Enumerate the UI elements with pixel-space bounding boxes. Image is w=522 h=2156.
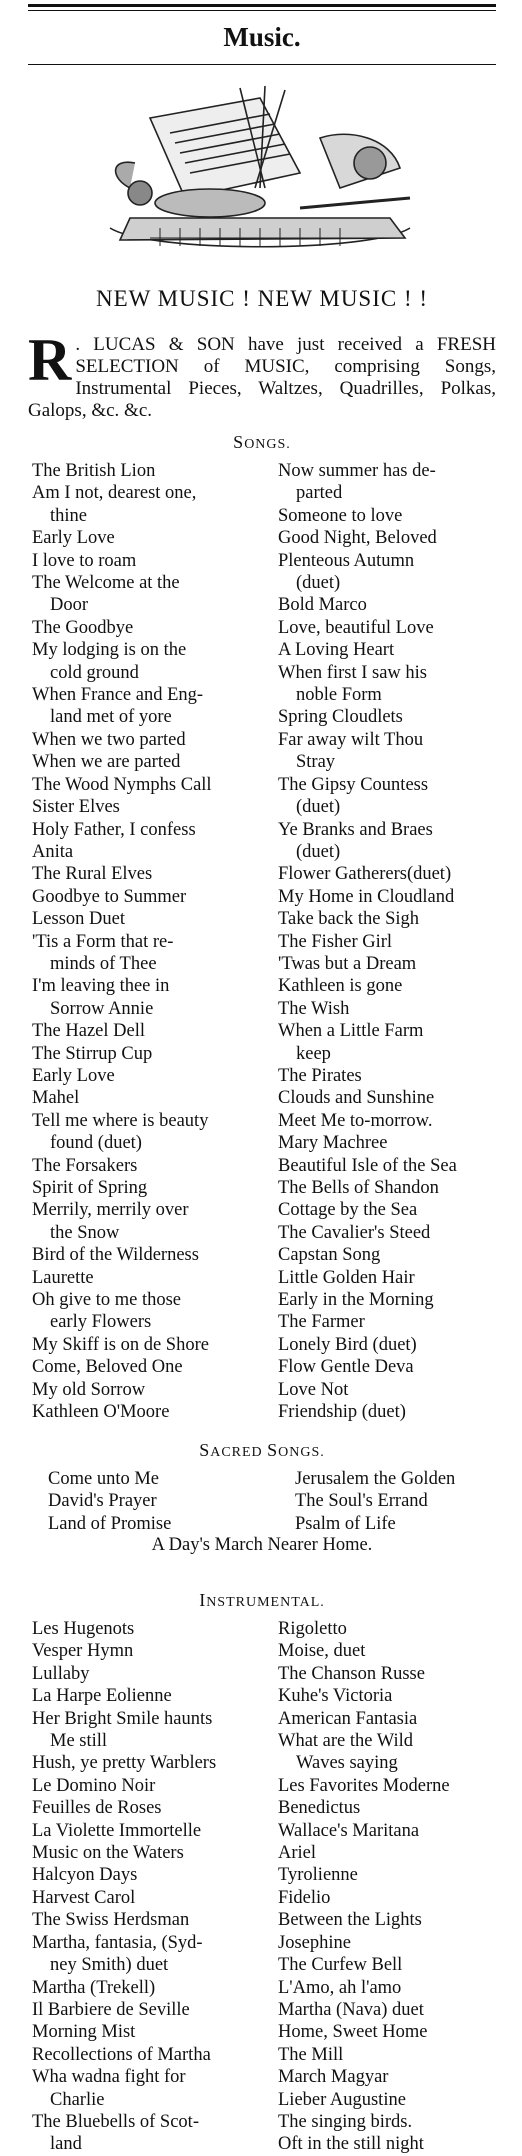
list-item: The Swiss Herdsman: [32, 1910, 190, 1931]
list-item: Land of Promise: [48, 1513, 172, 1534]
list-item: The Cavalier's Steed: [278, 1222, 431, 1243]
list-item: Home, Sweet Home: [278, 2022, 428, 2043]
banner-new-music: NEW MUSIC ! NEW MUSIC ! !: [95, 286, 429, 311]
list-item: Sorrow Annie: [50, 998, 154, 1019]
sacred-final-line: A Day's March Nearer Home.: [151, 1535, 373, 1555]
list-item: Le Domino Noir: [32, 1775, 156, 1796]
list-item: Come, Beloved One: [32, 1357, 183, 1378]
list-item: Flower Gatherers(duet): [278, 864, 452, 885]
list-item: noble Form: [296, 685, 382, 706]
list-item: Capstan Song: [278, 1245, 381, 1266]
list-item: Clouds and Sunshine: [278, 1088, 435, 1109]
list-item: Moise, duet: [278, 1641, 366, 1662]
list-item: Lesson Duet: [32, 909, 125, 930]
list-item: Benedictus: [278, 1798, 361, 1819]
list-item: Meet Me to-morrow.: [278, 1110, 433, 1131]
list-item: My lodging is on the: [32, 640, 187, 661]
sacred-songs-title: SACRED SONGS.: [199, 1440, 325, 1460]
list-item: Kathleen O'Moore: [32, 1402, 170, 1423]
instrumental-right-column: [278, 1618, 508, 2156]
list-item: The Farmer: [278, 1312, 365, 1333]
list-item: Plenteous Autumn: [278, 550, 415, 571]
songs-title: SONGS.: [233, 432, 291, 452]
list-item: Ye Branks and Braes: [278, 819, 433, 840]
list-item: Between the Lights: [278, 1910, 422, 1931]
drop-cap: R: [28, 327, 72, 393]
list-item: Music on the Waters: [32, 1843, 184, 1864]
list-item: Il Barbiere de Seville: [32, 1999, 190, 2020]
list-item: Take back the Sigh: [278, 909, 420, 930]
list-item: Bird of the Wilderness: [32, 1245, 199, 1266]
list-item: The Mill: [278, 2044, 344, 2065]
list-item: Her Bright Smile haunts: [32, 1708, 213, 1729]
list-item: Wallace's Maritana: [278, 1820, 420, 1841]
list-item: Anita: [32, 841, 74, 862]
list-item: Beautiful Isle of the Sea: [278, 1155, 457, 1176]
list-item: L'Amo, ah l'amo: [278, 1977, 402, 1998]
songs-right-column: [278, 460, 508, 1423]
list-item: Early Love: [32, 1065, 115, 1086]
list-item: The Forsakers: [32, 1155, 138, 1176]
list-item: Recollections of Martha: [32, 2044, 211, 2065]
list-item: The Welcome at the: [32, 573, 180, 594]
sacred-right-column: [295, 1468, 522, 1535]
list-item: 'Twas but a Dream: [278, 953, 417, 974]
list-item: Bold Marco: [278, 595, 367, 616]
list-item: Lonely Bird (duet): [278, 1334, 417, 1355]
list-item: Early in the Morning: [278, 1290, 434, 1311]
list-item: Martha, fantasia, (Syd-: [32, 1932, 203, 1953]
list-item: Far away wilt Thou: [278, 729, 424, 750]
list-item: When France and Eng-: [32, 685, 204, 706]
list-item: land: [50, 2134, 82, 2155]
list-item: Charlie: [50, 2089, 105, 2110]
list-item: Martha (Nava) duet: [278, 1999, 424, 2020]
list-item: Oh give to me those: [32, 1290, 182, 1311]
intro-paragraph: [28, 327, 496, 422]
list-item: land met of yore: [50, 707, 172, 728]
list-item: The Curfew Bell: [278, 1955, 403, 1976]
list-item: The Wood Nymphs Call: [32, 774, 212, 795]
list-item: The Pirates: [278, 1065, 362, 1086]
list-item: Good Night, Beloved: [278, 528, 437, 549]
section-heading: Music.: [223, 22, 301, 52]
list-item: keep: [296, 1043, 331, 1064]
list-item: La Harpe Eolienne: [32, 1686, 172, 1707]
list-item: Fidelio: [278, 1887, 331, 1908]
list-item: Psalm of Life: [295, 1513, 396, 1534]
list-item: Cottage by the Sea: [278, 1200, 418, 1221]
list-item: Ariel: [278, 1843, 317, 1864]
list-item: Stray: [296, 752, 336, 773]
list-item: My old Sorrow: [32, 1379, 146, 1400]
list-item: Sister Elves: [32, 797, 120, 818]
list-item: parted: [296, 483, 343, 504]
list-item: Laurette: [32, 1267, 94, 1288]
list-item: 'Tis a Form that re-: [32, 931, 174, 952]
list-item: The Bells of Shandon: [278, 1178, 439, 1198]
list-item: When we are parted: [32, 752, 181, 773]
list-item: Kuhe's Victoria: [278, 1686, 393, 1707]
list-item: Morning Mist: [32, 2022, 136, 2043]
list-item: What are the Wild: [278, 1731, 414, 1752]
newspaper-column: [20, 0, 504, 2155]
list-item: Merrily, merrily over: [32, 1200, 189, 1221]
list-item: The Rural Elves: [32, 864, 153, 885]
sacred-left-column: [48, 1468, 288, 1535]
heading-rule: [28, 64, 496, 65]
list-item: (duet): [296, 797, 341, 818]
list-item: Early Love: [32, 528, 115, 549]
list-item: Martha (Trekell): [32, 1977, 156, 1998]
list-item: The Soul's Errand: [295, 1491, 428, 1512]
list-item: Lullaby: [32, 1663, 90, 1684]
list-item: Lieber Augustine: [278, 2089, 406, 2110]
list-item: Mahel: [32, 1088, 80, 1109]
list-item: Les Favorites Moderne: [278, 1775, 450, 1796]
list-item: Mary Machree: [278, 1133, 388, 1154]
list-item: Jerusalem the Golden: [295, 1469, 456, 1489]
list-item: The Wish: [278, 998, 350, 1019]
top-rule-thin: [28, 10, 496, 11]
list-item: Halcyon Days: [32, 1865, 138, 1886]
list-item: Flow Gentle Deva: [278, 1357, 414, 1378]
list-item: Me still: [50, 1731, 108, 1752]
list-item: cold ground: [50, 662, 139, 683]
list-item: Rigoletto: [278, 1619, 347, 1639]
list-item: Oft in the still night: [278, 2134, 424, 2155]
intro-text: . LUCAS & SON have just received a FRESH SELECTION of MUSIC, comprising Songs, Instrumental Pieces, Waltzes, Quadrilles, Polkas, Galops, &c. &c.: [28, 334, 496, 421]
list-item: My Skiff is on de Shore: [32, 1334, 209, 1355]
list-item: Come unto Me: [48, 1469, 159, 1489]
list-item: Spring Cloudlets: [278, 707, 403, 728]
list-item: Feuilles de Roses: [32, 1798, 162, 1819]
list-item: I'm leaving thee in: [32, 976, 170, 997]
list-item: Goodbye to Summer: [32, 886, 187, 907]
top-rule: [28, 4, 496, 7]
list-item: When we two parted: [32, 729, 186, 750]
list-item: The Goodbye: [32, 617, 134, 638]
songs-left-column: [32, 460, 272, 1423]
list-item: Les Hugenots: [32, 1619, 135, 1639]
list-item: the Snow: [50, 1222, 120, 1243]
list-item: My Home in Cloudland: [278, 886, 455, 907]
list-item: Vesper Hymn: [32, 1641, 134, 1662]
list-item: The Chanson Russe: [278, 1663, 425, 1684]
list-item: Am I not, dearest one,: [32, 483, 197, 504]
list-item: thine: [50, 505, 87, 526]
list-item: Love, beautiful Love: [278, 617, 434, 638]
list-item: A Loving Heart: [278, 640, 395, 661]
musical-instruments-illustration: [90, 78, 430, 266]
list-item: found (duet): [50, 1133, 142, 1154]
list-item: Tyrolienne: [278, 1865, 358, 1886]
instrumental-left-column: [32, 1618, 272, 2156]
list-item: (duet): [296, 573, 341, 594]
list-item: March Magyar: [278, 2067, 389, 2088]
list-item: When first I saw his: [278, 662, 427, 683]
list-item: The Gipsy Countess: [278, 774, 429, 795]
list-item: The British Lion: [32, 461, 156, 481]
list-item: Kathleen is gone: [278, 976, 403, 997]
instrumental-title: INSTRUMENTAL.: [199, 1590, 325, 1610]
list-item: Love Not: [278, 1379, 349, 1400]
list-item: Door: [50, 595, 89, 616]
list-item: I love to roam: [32, 550, 137, 571]
list-item: David's Prayer: [48, 1491, 157, 1512]
list-item: The Hazel Dell: [32, 1021, 145, 1042]
list-item: Someone to love: [278, 505, 403, 526]
list-item: The Stirrup Cup: [32, 1043, 153, 1064]
list-item: Little Golden Hair: [278, 1267, 415, 1288]
list-item: The Bluebells of Scot-: [32, 2111, 199, 2132]
list-item: Harvest Carol: [32, 1887, 136, 1908]
list-item: The Fisher Girl: [278, 931, 393, 952]
list-item: minds of Thee: [50, 953, 157, 974]
list-item: La Violette Immortelle: [32, 1820, 202, 1841]
list-item: American Fantasia: [278, 1708, 418, 1729]
list-item: When a Little Farm: [278, 1021, 424, 1042]
list-item: early Flowers: [50, 1312, 152, 1333]
list-item: Holy Father, I confess: [32, 819, 196, 840]
list-item: Friendship (duet): [278, 1402, 406, 1423]
list-item: Spirit of Spring: [32, 1178, 148, 1198]
list-item: Wha wadna fight for: [32, 2067, 186, 2088]
list-item: The singing birds.: [278, 2111, 413, 2132]
list-item: Tell me where is beauty: [32, 1110, 209, 1131]
list-item: Josephine: [278, 1932, 351, 1953]
list-item: Waves saying: [296, 1753, 398, 1774]
list-item: (duet): [296, 841, 341, 862]
list-item: ney Smith) duet: [50, 1955, 169, 1976]
list-item: Now summer has de-: [278, 461, 436, 481]
list-item: Hush, ye pretty Warblers: [32, 1753, 217, 1774]
